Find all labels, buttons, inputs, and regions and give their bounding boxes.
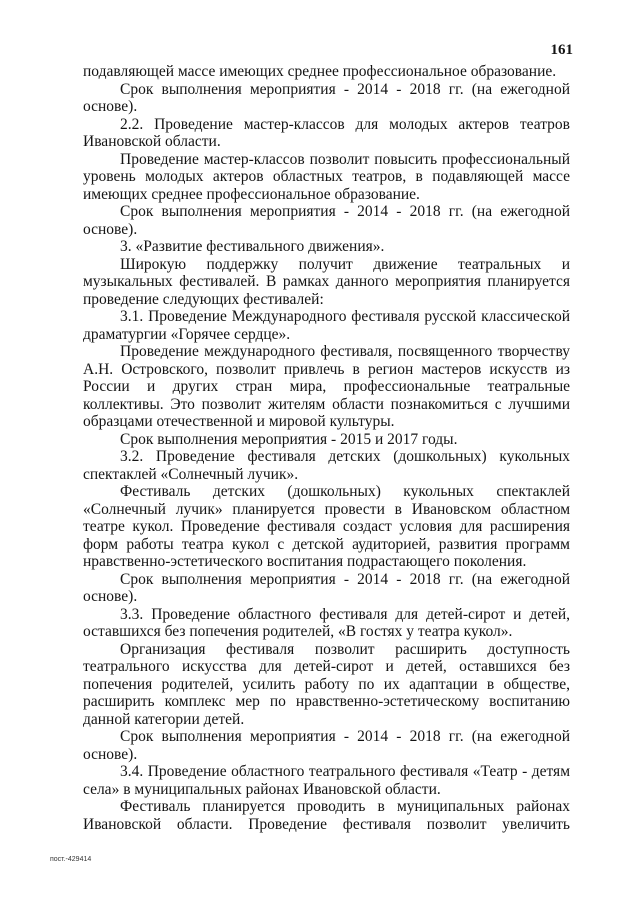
paragraph-18: Фестиваль планируется проводить в муниципальных районах Ивановской области. Проведение фестиваля позволит увеличить <box>83 798 570 833</box>
paragraph-16: Срок выполнения мероприятия - 2014 - 2018 гг. (на ежегодной основе). <box>83 728 570 763</box>
paragraph-9: Проведение международного фестиваля, посвященного творчеству А.Н. Островского, позволит привлечь в регион мастеров искусств из России и других стран мира, профессиональные театральные коллективы. Это позволит жителям области познакомиться с лучшими образцами отечественной и мировой культуры. <box>83 343 570 430</box>
paragraph-17: 3.4. Проведение областного театрального фестиваля «Театр - детям села» в муниципальных районах Ивановской области. <box>83 763 570 798</box>
paragraph-5: Срок выполнения мероприятия - 2014 - 2018 гг. (на ежегодной основе). <box>83 203 570 238</box>
paragraph-8: 3.1. Проведение Международного фестиваля русской классической драматургии «Горячее сердце». <box>83 308 570 343</box>
paragraph-7: Широкую поддержку получит движение театральных и музыкальных фестивалей. В рамках данного мероприятия планируется проведение следующих фестивалей: <box>83 255 570 308</box>
paragraph-4: Проведение мастер-классов позволит повысить профессиональный уровень молодых актеров областных театров, в подавляющей массе имеющих среднее профессиональное образование. <box>83 150 570 203</box>
paragraph-3: 2.2. Проведение мастер-классов для молодых актеров театров Ивановской области. <box>83 115 570 150</box>
document-body <box>83 63 570 833</box>
paragraph-11: 3.2. Проведение фестиваля детских (дошкольных) кукольных спектаклей «Солнечный лучик». <box>83 448 570 483</box>
paragraph-12: Фестиваль детских (дошкольных) кукольных спектаклей «Солнечный лучик» планируется провести в Ивановском областном театре кукол. Проведение фестиваля создаст условия для расширения форм работы театра кукол с детской аудиторией, развития программ нравственно-эстетического воспитания подрастающего поколения. <box>83 483 570 570</box>
footer-code: пост.-429414 <box>50 856 92 863</box>
paragraph-10: Срок выполнения мероприятия - 2015 и 2017 годы. <box>120 430 458 448</box>
paragraph-1: подавляющей массе имеющих среднее профессиональное образование. <box>83 63 557 80</box>
paragraph-13: Срок выполнения мероприятия - 2014 - 2018 гг. (на ежегодной основе). <box>83 570 570 605</box>
paragraph-15: Организация фестиваля позволит расширить доступность театрального искусства для детей-сирот и детей, оставшихся без попечения родителей, усилить работу по их адаптации в обществе, расширить комплекс мер по нравственно-эстетическому воспитанию данной категории детей. <box>83 640 570 728</box>
paragraph-6: 3. «Развитие фестивального движения». <box>120 238 385 255</box>
paragraph-2: Срок выполнения мероприятия - 2014 - 2018 гг. (на ежегодной основе). <box>83 80 570 115</box>
page-number: 161 <box>550 42 573 58</box>
paragraph-14: 3.3. Проведение областного фестиваля для детей-сирот и детей, оставшихся без попечения родителей, «В гостях у театра кукол». <box>83 605 570 640</box>
